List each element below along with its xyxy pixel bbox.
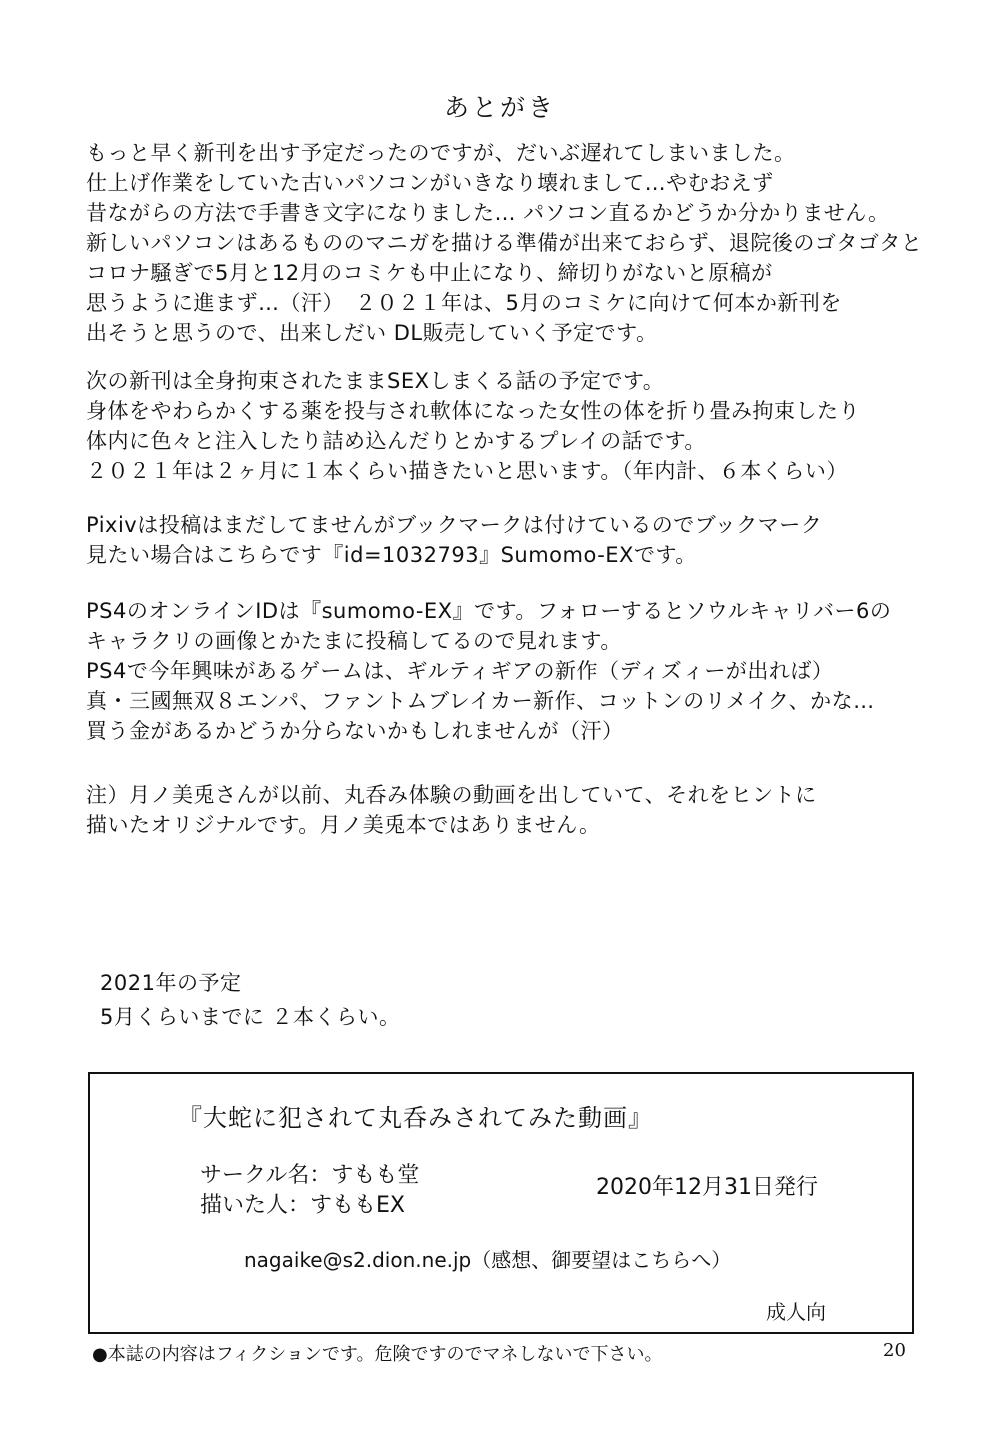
text-line: 体内に色々と注入したり詰め込んだりとかするプレイの話です。 (86, 429, 706, 453)
paragraph-ps4 (86, 596, 966, 746)
text-line: 次の新刊は全身拘束されたままSEXしまくる話の予定です。 (86, 369, 665, 393)
paragraph-note (86, 780, 966, 840)
colophon-box (88, 1072, 914, 1334)
work-title: 『大蛇に犯されて丸呑みされてみた動画』 (178, 1104, 653, 1132)
text-line: キャラクリの画像とかたまに投稿してるので見れます。 (86, 629, 622, 653)
schedule-title: 2021年の予定 (100, 971, 242, 995)
contact-email: nagaike@s2.dion.ne.jp（感想、御要望はこちらへ） (244, 1248, 732, 1272)
text-line: 新しいパソコンはあるもののマニガを描ける準備が出来ておらず、退院後のゴタゴタと (86, 231, 923, 255)
text-line: Pixivは投稿はまだしてませんがブックマークは付けているのでブックマーク (86, 513, 823, 537)
paragraph-delay-notice (86, 138, 966, 348)
circle-name: サークル名：すもも堂 (200, 1163, 420, 1188)
text-line: 出そうと思うので、出来しだい DL販売していく予定です。 (86, 321, 658, 345)
text-line: 描いたオリジナルです。月ノ美兎本ではありません。 (86, 813, 601, 837)
text-line: 注）月ノ美兎さんが以前、丸呑み体験の動画を出していて、それをヒントに (86, 783, 817, 807)
text-line: PS4のオンラインIDは『sumomo-EX』です。フォローするとソウルキャリバー6の (86, 599, 892, 623)
fiction-disclaimer: ●本誌の内容はフィクションです。危険ですのでマネしないで下さい。 (92, 1344, 663, 1365)
text-line: 買う金があるかどうか分らないかもしれませんが（汗） (86, 719, 624, 743)
text-line: 真・三國無双８エンパ、ファントムブレイカー新作、コットンのリメイク、かな… (86, 689, 875, 713)
page-title: あとがき (443, 93, 556, 122)
schedule-block (100, 966, 980, 1034)
text-line: 見たい場合はこちらです『id=1032793』Sumomo-EXです。 (86, 543, 697, 567)
paragraph-pixiv (86, 510, 966, 570)
text-line: コロナ騒ぎで5月と12月のコミケも中止になり、締切りがないと原稿が (86, 261, 773, 285)
schedule-detail: 5月くらいまでに ２本くらい。 (100, 1005, 401, 1029)
publish-date: 2020年12月31日発行 (596, 1175, 818, 1200)
age-rating: 成人向 (766, 1300, 826, 1324)
text-line: ２０２１年は２ヶ月に１本くらい描きたいと思います。（年内計、６本くらい） (86, 459, 848, 483)
text-line: PS4で今年興味があるゲームは、ギルティギアの新作（ディズィーが出れば） (86, 659, 834, 683)
paragraph-next-book (86, 366, 966, 486)
text-line: 思うように進まず…（汗） ２０２１年は、5月のコミケに向けて何本か新刊を (86, 291, 842, 315)
text-line: 仕上げ作業をしていた古いパソコンがいきなり壊れまして…やむおえず (86, 171, 774, 195)
text-line: 身体をやわらかくする薬を投与され軟体になった女性の体を折り畳み拘束したり (86, 399, 860, 423)
page-number: 20 (883, 1340, 906, 1361)
text-line: 昔ながらの方法で手書き文字になりました… パソコン直るかどうか分かりません。 (86, 201, 890, 225)
text-line: もっと早く新刊を出す予定だったのですが、だいぶ遅れてしまいました。 (86, 141, 796, 165)
author-name: 描いた人：すももEX (200, 1193, 405, 1218)
